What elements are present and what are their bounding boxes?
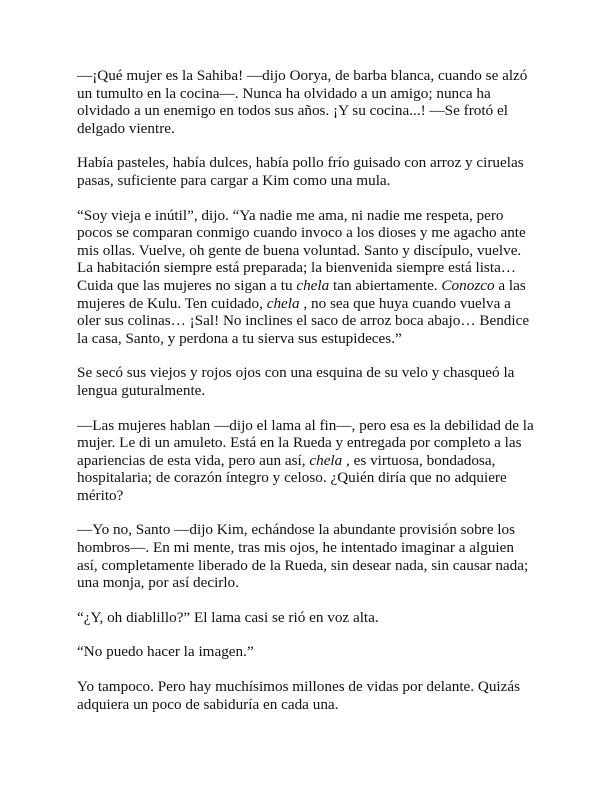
paragraph-text: “¿Y, oh diablillo?” El lama casi se rió en voz alta. [77, 608, 379, 626]
paragraph-4 [77, 364, 537, 399]
paragraph-text: Yo tampoco. Pero hay muchísimos millones de vidas por delante. Quizás adquiera un poco de sabiduría en cada una. [77, 678, 521, 713]
paragraph-3 [77, 207, 537, 348]
paragraph-text: “No puedo hacer la imagen.” [77, 643, 254, 661]
paragraph-text: —Las mujeres hablan —dijo el lama al fin—, pero esa es la debilidad de la mujer. Le di un amuleto. Está en la Rueda y entregada por completo a las apariencias de esta vida, pero aun así, [77, 416, 534, 469]
paragraph-8 [77, 643, 537, 661]
paragraph-text: —¡Qué mujer es la Sahiba! —dijo Oorya, de barba blanca, cuando se alzó un tumulto en la cocina—. Nunca ha olvidado a un amigo; nunca ha olvidado a un enemigo en todos sus años. ¡Y su cocina...! —Se frotó el delgado vientre. [77, 67, 528, 137]
paragraph-2 [77, 154, 537, 189]
paragraph-text: —Yo no, Santo —dijo Kim, echándose la abundante provisión sobre los hombros—. En mi mente, tras mis ojos, he intentado imaginar a alguien así, completamente liberado de la Rueda, sin desear nada, sin causar nada; una monja, por así decirlo. [77, 521, 529, 592]
paragraph-text: a las mujeres de Kulu. Ten cuidado, [77, 276, 526, 312]
italic-word: Conozco [441, 276, 495, 294]
paragraph-text: Había pasteles, había dulces, había pollo frío guisado con arroz y ciruelas pasas, suficiente para cargar a Kim como una mula. [77, 154, 524, 189]
paragraph-5 [77, 417, 537, 505]
paragraph-6 [77, 521, 537, 591]
paragraph-9 [77, 678, 537, 713]
paragraph-1 [77, 67, 537, 137]
paragraph-text: , es virtuosa, bondadosa, hospitalaria; de corazón íntegro y celoso. ¿Quién diría que no adquiere mérito? [77, 451, 507, 504]
italic-word: chela [296, 276, 330, 294]
paragraph-7 [77, 609, 537, 627]
paragraph-text: Se secó sus viejos y rojos ojos con una esquina de su velo y chasqueó la lengua guturalmente. [77, 364, 515, 399]
document-page [77, 67, 537, 730]
paragraph-text: tan abiertamente. [329, 276, 442, 294]
paragraph-text: “Soy vieja e inútil”, dijo. “Ya nadie me ama, ni nadie me respeta, pero pocos se comparan conmigo cuando invoco a los dioses y me agacho ante mis ollas. Vuelve, oh gente de buena voluntad. Santo y discípulo, vuelve. La habitación siempre está preparada; la bienvenida siempre está lista… Cuida que las mujeres no sigan a tu [77, 206, 526, 294]
paragraph-text: , no sea que huya cuando vuelva a oler sus colinas… ¡Sal! No inclines el saco de arroz boca abajo… Bendice la casa, Santo, y perdona a tu sierva sus estupideces.” [77, 294, 530, 347]
italic-word: chela [309, 451, 343, 469]
italic-word: chela [266, 294, 300, 312]
